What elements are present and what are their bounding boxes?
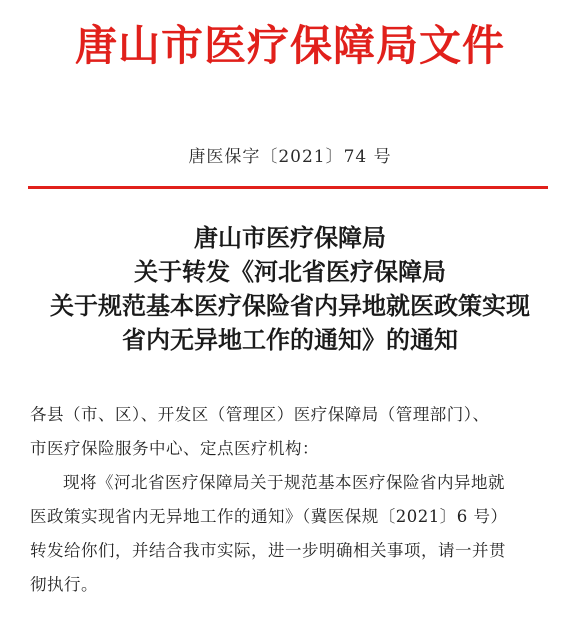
document-title: [0, 221, 580, 357]
addressee-line: 各县（市、区）、开发区（管理区）医疗保障局（管理部门）、: [30, 405, 490, 424]
title-line: 关于规范基本医疗保险省内异地就医政策实现: [50, 292, 530, 320]
body-paragraph-line: 彻执行。: [30, 575, 98, 594]
document-body: [30, 398, 550, 602]
body-paragraph-line: 转发给你们，并结合我市实际，进一步明确相关事项，请一并贯: [30, 541, 506, 560]
document-number: 唐医保字〔2021〕74 号: [188, 147, 392, 167]
title-line: 省内无异地工作的通知》的通知: [122, 326, 458, 354]
document-masthead: 唐山市医疗保障局文件: [74, 21, 505, 70]
title-line: 唐山市医疗保障局: [194, 224, 386, 252]
red-divider-line: [28, 186, 548, 189]
body-paragraph-line: 现将《河北省医疗保障局关于规范基本医疗保险省内异地就: [63, 473, 505, 492]
body-paragraph-line: 医政策实现省内无异地工作的通知》（冀医保规〔2021〕6 号）: [30, 507, 508, 526]
addressee-line: 市医疗保险服务中心、定点医疗机构：: [30, 439, 319, 458]
title-line: 关于转发《河北省医疗保障局: [134, 258, 446, 286]
